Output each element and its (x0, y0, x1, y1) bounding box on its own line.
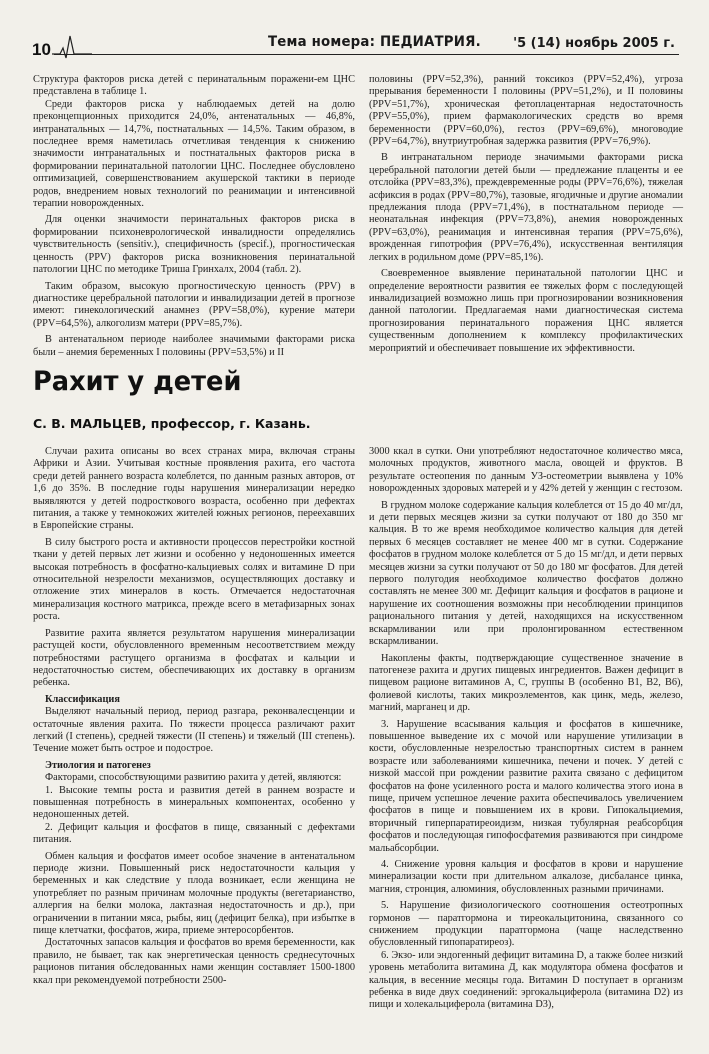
page-number: 10 (32, 40, 51, 59)
article-right-column (369, 446, 683, 1012)
top-article-left-column (33, 74, 355, 359)
issue-date: '5 (14) ноябрь 2005 г. (513, 36, 675, 51)
section-heading: Классификация (45, 693, 120, 705)
paragraph: В антенатальном периоде наиболее значимыми факторами риска были – анемия беременных I половины (PPV=53,5%) и II (33, 334, 355, 358)
paragraph: Структура факторов риска детей с перинатальным поражени-ем ЦНС представлена в таблице 1. (33, 74, 355, 98)
paragraph: Для оценки значимости перинатальных факторов риска в формировании психоневрологической инвалидности определялись чувствительность (sensitiv.), специфичность (specif.), прогностическая ценность (PPV) факторов риска возникновения перинатальной патологии ЦНС по методике Триша Гринхалх, 2004 (табл. 2). (33, 214, 355, 276)
paragraph: В силу быстрого роста и активности процессов перестройки костной ткани у детей первых лет жизни и особенно у недоношенных имеется высокая потребность в фосфатно-кальциевых солях и витамине D при относительной незрелости механизмов, осуществляющих доставку и отложение этих минералов в кость. Отмечается недостаточная минерализация костного матрикса, прежде всего в метафизарных зонах роста. (33, 536, 355, 623)
list-item: 1. Высокие темпы роста и развития детей в раннем возрасте и повышенная потребность в минеральных компонентах, особенно у недоношенных детей. (33, 784, 355, 821)
list-item: 4. Снижение уровня кальция и фосфатов в крови и нарушение минерализации кости при длительном алкалозе, дисбалансе цинка, магния, стронция, алюминия, обусловленных разными причинами. (369, 859, 683, 895)
paragraph: 3000 ккал в сутки. Они употребляют недостаточное количество мяса, молочных продуктов, животного масла, овощей и фруктов. В результате остеопения по данным УЗ-остеометрии выявлена у 10% новорожденных здоровых матерей и у 42% детей у женщин с гестозом. (369, 446, 683, 495)
header-rule (54, 54, 679, 55)
article-author: С. В. МАЛЬЦЕВ, профессор, г. Казань. (33, 416, 311, 431)
paragraph: Случаи рахита описаны во всех странах мира, включая страны Африки и Азии. Учитывая костные проявления рахита, его частота среди детей раннего возраста колеблется, по данным разных авторов, от 1,6 до 35%. В последние годы нарушения минерализации нередко выявляются у детей подросткового возраста, особенно при дефектах питания, а также у темнокожих жителей южных регионов, переехавших в Европейские страны. (33, 446, 355, 532)
list-item: 2. Дефицит кальция и фосфатов в пище, связанный с дефектами питания. (33, 821, 355, 846)
list-item: 3. Нарушение всасывания кальция и фосфатов в кишечнике, повышенное выведение их с мочой или нарушение утилизации в кости, обусловленные незрелостью транспортных систем в раннем возрасте или заболеваниями кишечника, печени и почек. У детей с низкой массой при рождении развитие рахита связано с дефицитом фосфатов на фоне усиленного роста и малого количества этого иона в пище, причем успешное лечение рахита обеспечивалось увеличением фосфатов в пище и повышением их в крови. Гипокальциемия, вторичный гиперпаратиреоидизм, низкая тубулярная реабсорбция фосфатов и последующая гипофосфатемия развиваются при синдроме мальабсорбции. (369, 718, 683, 854)
paragraph: Факторами, способствующими развитию рахита у детей, являются: (45, 772, 342, 784)
paragraph: В грудном молоке содержание кальция колеблется от 15 до 40 мг/дл, и дети первых месяцев жизни за сутки получают от 180 до 350 мг кальция. В то же время необходимое количество кальция для детей первых 6 месяцев составляет не менее 400 мг в сутки. Содержание фосфатов в грудном молоке колеблется от 5 до 15 мг/дл, и дети первых месяцев жизни за сутки получают от 50 до 180 мг фосфатов. Для детей первого полугодия необходимое количество фосфатов должно составлять не менее 300 мг. Дефицит кальция и фосфатов в рационе и нарушение их соотношения возможны при несоблюдении принципов рационального питания у детей, находящихся на искусственном вскармливании или при пролонгированном естественном вскармливании. (369, 499, 683, 648)
paragraph: Выделяют начальный период, период разгара, реконвалесценции и остаточные явления рахита. По тяжести процесса различают рахит легкий (I степень), средней тяжести (II степень) и тяжелый (III степень). Течение может быть острое и подострое. (33, 706, 355, 755)
paragraph: Своевременное выявление перинатальной патологии ЦНС и определение вероятности развития ее тяжелых форм с последующей инвалидизацией возможно лишь при прогнозировании возникновения данной патологии. Предлагаемая нами диагностическая система прогнозирования перинатального поражения ЦНС является существенным дополнением к комплексу профилактических мероприятий и обеспечивает повышение их эффективности. (369, 268, 683, 354)
article-left-column (33, 446, 355, 987)
paragraph: В интранатальном периоде значимыми факторами риска церебральной патологии детей были — предлежание плаценты и ее отслойка (PPV=83,3%), преждевременные роды (PPV=76,6%), тяжелая асфиксия в родах (PPV=80,7%), тазовые, ягодичные и другие аномалии предлежания плода (PPV=71,4%), в постнатальном периоде — неонатальная инфекция (PPV=73,8%), анемия новорожденных (PPV=63,0%), реанимация и интенсивная терапия (PPV=75,6%), врожденная гипотрофия (PPV=76,4%), искусственная вентиляция легких в родильном доме (PPV=85,1%). (369, 152, 683, 263)
paragraph: Таким образом, высокую прогностическую ценность (PPV) в диагностике церебральной патологии и инвалидизации детей в прогнозе имеют: гинекологический анамнез (PPV=58,0%), курение матери (PPV=64,5%), алкоголизм матери (PPV=85,7%). (33, 280, 355, 329)
section-heading: Этиология и патогенез (45, 759, 151, 771)
paragraph: Достаточных запасов кальция и фосфатов во время беременности, как правило, не бывает, так как энергетическая ценность среднесуточных рационов питания обследованных нами женщин составляет 1500-1800 ккал при рекомендуемой потребности 2500- (33, 937, 355, 986)
issue-topic: Тема номера: ПЕДИАТРИЯ. (268, 34, 481, 50)
heartbeat-icon (52, 34, 92, 60)
list-item: 6. Экзо- или эндогенный дефицит витамина D, а также более низкий уровень метаболита витамина Д, как модулятора обмена фосфатов и кальция, в весенние месяцы года. Витамин D поступает в организм ребенка в виде двух соединений: эргокальциферола (витамина D2) из пищи и холекальциферола (витамина D3), (369, 949, 683, 1011)
paragraph: половины (PPV=52,3%), ранний токсикоз (PPV=52,4%), угроза прерывания беременности I половины (PPV=51,2%), и II половины (PPV=51,7%), хроническая фетоплацентарная недостаточность (PPV=55,0%), прием фармакологических средств во время беременности (PPV=60,0%), гестоз (PPV=69,6%), многоводие (PPV=64,7%), внутриутробная задержка развития (PPV=76,9%). (369, 74, 683, 148)
page-header (30, 28, 679, 58)
paragraph: Среди факторов риска у наблюдаемых детей на долю преконцепционных приходится 24,0%, антенатальных — 46,8%, интранатальных — 14,7%, постнатальных — 14,5%. Таким образом, в последнее время наметилась отчетливая тенденция к снижению значимости интранатальных и постнатальных факторов риска в формировании перинатальной патологии ЦНС. Последнее обусловлено оптимизацией, совершенствованием акушерской тактики в периоде родов, внедрением новых технологий по реанимации и интенсивной терапии новорожденных. (33, 98, 355, 210)
paragraph: Обмен кальция и фосфатов имеет особое значение в антенатальном периоде жизни. Повышенный риск недостаточности кальция у беременных и как следствие у плода возникает, если женщина не употребляет по разным причинам молочные продукты (вегетарианство, аллергия на белки молока, лактазная недостаточность и др.), при ограничении в питании мяса, рыбы, яиц (дефицит белка), при избытке в пище клетчатки, фосфатов, жира, приеме энтеросорбентов. (33, 850, 355, 937)
paragraph: Накоплены факты, подтверждающие существенное значение в патогенезе рахита и других пищевых ингредиентов. Важен дефицит в пищевом рационе витаминов А, С, группы В (особенно В1, В2, В6), фолиевой кислоты, таких микроэлементов, как цинк, медь, железо, магний, марганец и др. (369, 652, 683, 714)
paragraph: Развитие рахита является результатом нарушения минерализации растущей кости, обусловленного временным несоответствием между потребностями растущего организма в фосфатах и кальции и недостаточностью систем, обеспечивающих их доставку в организм ребенка. (33, 627, 355, 689)
article-title: Рахит у детей (33, 366, 242, 397)
top-article-right-column (369, 74, 683, 355)
list-item: 5. Нарушение физиологического соотношения остеотропных гормонов — паратгормона и тиреокальцитонина, связанного со снижением продукции паратгормона (чаще наследственно обусловленный гипопаратиреоз). (369, 900, 683, 949)
